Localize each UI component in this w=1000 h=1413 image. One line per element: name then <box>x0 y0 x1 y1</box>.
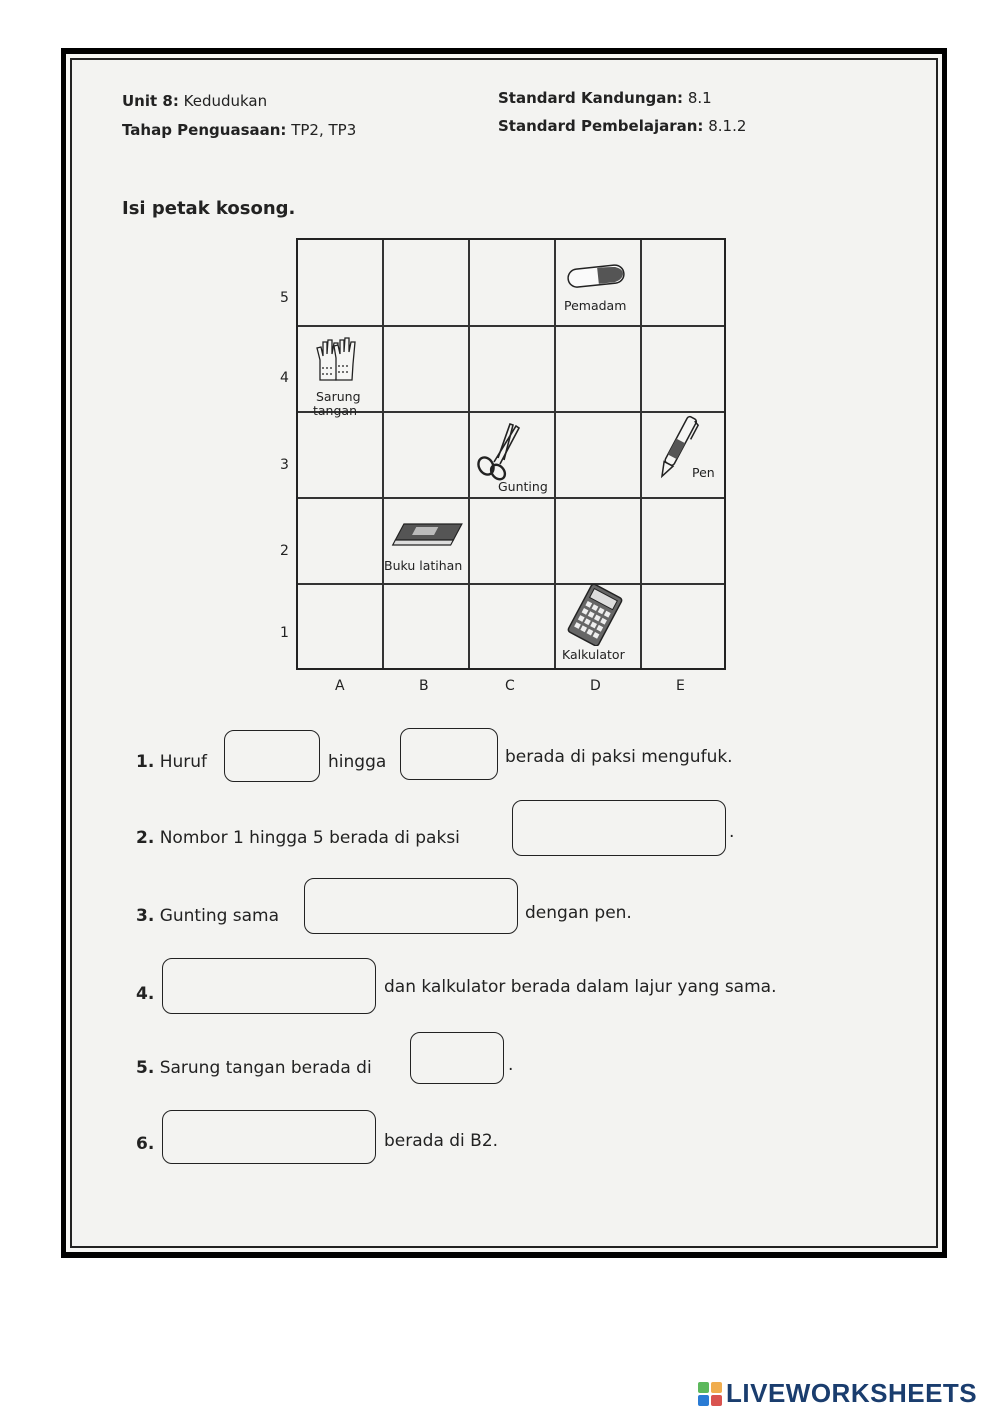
scissors-icon <box>472 422 524 484</box>
row-label-1: 1 <box>280 625 289 641</box>
standard-kandungan-line <box>498 89 712 107</box>
question-1-text-a: Huruf <box>159 752 208 772</box>
gloves-label-line2: tangan <box>313 403 358 418</box>
liveworksheets-logo-icon <box>698 1382 722 1406</box>
sk-value: 8.1 <box>687 89 712 107</box>
question-2-end: . <box>729 822 735 842</box>
row-label-2: 2 <box>280 543 289 559</box>
answer-box-1b[interactable] <box>400 728 498 780</box>
col-label-e: E <box>676 678 685 694</box>
unit-label: Unit 8: <box>122 92 179 110</box>
row-label-3: 3 <box>280 457 289 473</box>
sp-value: 8.1.2 <box>708 117 747 135</box>
answer-box-6[interactable] <box>162 1110 376 1164</box>
col-label-b: B <box>419 678 429 694</box>
question-4-number: 4. <box>136 984 155 1004</box>
tahap-value: TP2, TP3 <box>291 121 357 139</box>
question-2-number: 2. <box>136 828 155 848</box>
sk-label: Standard Kandungan: <box>498 89 684 107</box>
question-2-start <box>136 828 460 848</box>
sp-label: Standard Pembelajaran: <box>498 117 704 135</box>
question-5-end: . <box>508 1055 514 1075</box>
question-5-start <box>136 1058 372 1078</box>
tahap-label: Tahap Penguasaan: <box>122 121 287 139</box>
question-2-text-a: Nombor 1 hingga 5 berada di paksi <box>159 828 460 848</box>
col-label-a: A <box>335 678 345 694</box>
question-6-end: berada di B2. <box>384 1131 499 1151</box>
unit-name: Kedudukan <box>183 92 268 110</box>
pen-label: Pen <box>692 465 715 480</box>
standard-pembelajaran-line <box>498 117 746 135</box>
liveworksheets-brand: LIVEWORKSHEETS <box>726 1378 978 1408</box>
gloves-icon <box>312 334 362 384</box>
question-1-end: berada di paksi mengufuk. <box>505 747 733 767</box>
col-label-c: C <box>505 678 515 694</box>
question-5-number: 5. <box>136 1058 155 1078</box>
book-label: Buku latihan <box>384 558 463 573</box>
answer-box-5[interactable] <box>410 1032 504 1084</box>
tahap-line <box>122 121 356 139</box>
question-1-start <box>136 752 207 772</box>
calculator-icon <box>566 584 624 646</box>
question-6-number: 6. <box>136 1134 155 1154</box>
question-4-end: dan kalkulator berada dalam lajur yang sama. <box>384 977 777 997</box>
eraser-icon <box>564 262 630 290</box>
question-3-text-a: Gunting sama <box>159 906 280 926</box>
answer-box-1a[interactable] <box>224 730 320 782</box>
calculator-label: Kalkulator <box>562 647 625 662</box>
col-label-d: D <box>590 678 601 694</box>
row-label-4: 4 <box>280 370 289 386</box>
question-5-text-a: Sarung tangan berada di <box>159 1058 372 1078</box>
question-3-start <box>136 906 279 926</box>
answer-box-4[interactable] <box>162 958 376 1014</box>
scissors-label: Gunting <box>498 479 548 494</box>
question-3-end: dengan pen. <box>525 903 632 923</box>
answer-box-3[interactable] <box>304 878 518 934</box>
question-6-start <box>136 1134 154 1154</box>
instruction-heading: Isi petak kosong. <box>122 198 296 219</box>
row-label-5: 5 <box>280 290 289 306</box>
question-1-mid: hingga <box>328 752 387 772</box>
eraser-label: Pemadam <box>564 298 627 313</box>
book-icon <box>388 520 464 552</box>
gloves-label-line1: Sarung <box>316 389 361 404</box>
answer-box-2[interactable] <box>512 800 726 856</box>
unit-line <box>122 92 267 110</box>
liveworksheets-logo <box>698 1378 977 1409</box>
question-3-number: 3. <box>136 906 155 926</box>
question-4-start <box>136 984 154 1004</box>
question-1-number: 1. <box>136 752 155 772</box>
